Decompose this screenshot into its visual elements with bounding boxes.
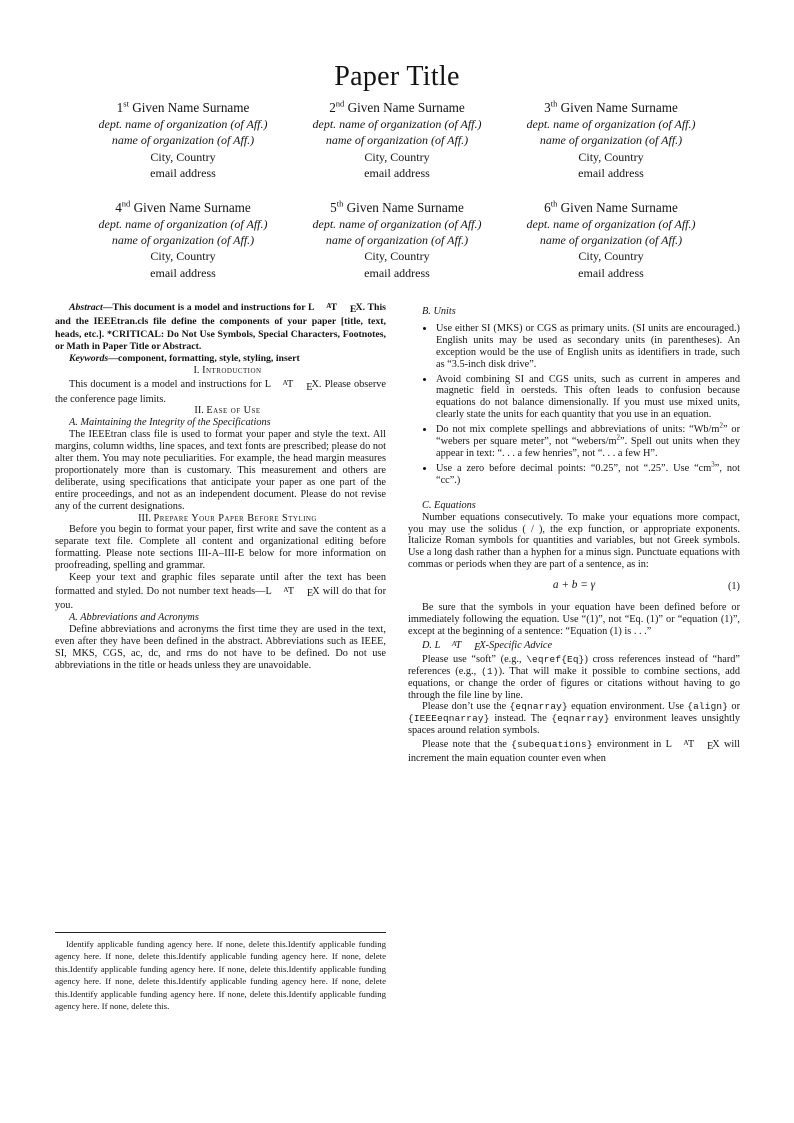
subsection-heading-abbreviations: A. Abbreviations and Acronyms: [69, 612, 199, 624]
author-block-6: [504, 199, 718, 282]
abstract: [55, 300, 386, 353]
units-bullet-3: • Do not mix complete spellings and abbreviations of units: “$Wb/m^2$” or “webers per square meter”, not “$webers/m^2$”. Spell out units when they appear in text: “. . . a few henries”, not “. . . a few H”.: [435, 424, 740, 460]
author-dept: dept. name of organization (of Aff.): [526, 117, 696, 131]
equation-body: a + b = γ: [552, 579, 596, 592]
latex-logo: L AT EX: [264, 378, 319, 393]
keywords: [55, 353, 386, 365]
latex-logo: L AT EX: [434, 638, 486, 653]
author-email: email address: [364, 265, 430, 280]
abstract-text: —This document is a model and instructions for L AT EX. This and the IEEEtran.cls file define the components of your paper [title, text, heads, etc.]. *CRITICAL: Do Not Use Symbols, Special Characters, Footnotes, or Math in Paper Title or Abstract.: [55, 301, 386, 352]
author-location: City, Country: [150, 249, 216, 264]
latex-advice-paragraph-1: Please use “soft” (e.g., \eqref{Eq}) cross references instead of “hard” references (e.g., (1)). That will make it possible to combine sections, add equations, or change the order of figures or citations without having to go through the file line by line.: [408, 653, 740, 701]
author-email: email address: [578, 265, 644, 280]
author-org: name of organization (of Aff.): [539, 133, 683, 148]
left-column: [55, 300, 386, 672]
prepare-paragraph-2: Keep your text and graphic files separate until after the text has been formatted and styled. Do not number text heads—L AT EX will do that for you.: [55, 572, 386, 612]
latex-logo: L AT EX: [308, 301, 363, 315]
author-block-5: [290, 199, 504, 282]
author-block-3: [504, 99, 718, 182]
latex-advice-paragraph-3: Please note that the {subequations} environment in L AT EX will increment the main equation counter even when: [408, 738, 741, 765]
author-location: City, Country: [364, 149, 430, 164]
equation-1: [408, 580, 740, 592]
subsection-heading-units: B. Units: [422, 306, 456, 317]
author-org: name of organization (of Aff.): [325, 133, 469, 148]
latex-advice-paragraph-2: Please don’t use the {eqnarray} equation environment. Use {align} or {IEEEeqnarray} instead. The {eqnarray} environment leaves unsightly spaces around relation symbols.: [408, 701, 740, 737]
author-location: City, Country: [150, 149, 216, 164]
author-block-4: [76, 199, 290, 282]
author-org: name of organization (of Aff.): [111, 133, 255, 148]
equations-paragraph-1: Number equations consecutively. To make your equations more compact, you may use the solidus ( / ), the exp function, or appropriate exponents. Italicize Roman symbols for quantities and variables, but not Greek symbols. Use a long dash rather than a hyphen for a minus sign. Punctuate equations with commas or periods when they are part of a sentence, as in:: [408, 511, 740, 571]
author-block-2: [290, 99, 504, 182]
author-org: name of organization (of Aff.): [111, 233, 255, 248]
integrity-paragraph: The IEEEtran class file is used to format your paper and style the text. All margins, column widths, line spaces, and text fonts are prescribed; please do not alter them. You may note peculiarities. For example, the head margin measures proportionately more than is customary. This measurement and others are deliberate, using specifications that anticipate your paper as one part of the entire proceedings, and not as an independent document. Please do not revise any of the current designations.: [55, 429, 386, 512]
subsection-heading-integrity: A. Maintaining the Integrity of the Specifications: [69, 417, 271, 429]
author-dept: dept. name of organization (of Aff.): [98, 117, 268, 131]
author-name: 2nd Given Name Surname: [329, 98, 465, 115]
author-email: email address: [364, 166, 430, 181]
latex-logo: L AT EX: [665, 738, 720, 753]
paper-title: Paper Title: [334, 60, 460, 92]
author-email: email address: [150, 166, 216, 181]
author-name: 5th Given Name Surname: [330, 198, 464, 215]
author-blocks: [76, 99, 718, 281]
funding-footnote-text: Identify applicable funding agency here. If none, delete this.Identify applicable funding agency here. If none, delete this.Identify applicable funding agency here. If none, delete this.Identify applicable funding agency here. If none, delete this.Identify applicable funding agency here. If none, delete this.Identify applicable funding agency here. If none, delete this.Identify applicable funding agency here. If none, delete this.Identify applicable funding agency here. If none, delete this.: [55, 939, 386, 1012]
author-org: name of organization (of Aff.): [539, 233, 683, 248]
author-dept: dept. name of organization (of Aff.): [312, 216, 482, 231]
abstract-label: Abstract: [69, 301, 103, 313]
author-email: email address: [578, 166, 644, 181]
author-name: 1st Given Name Surname: [116, 98, 250, 115]
funding-footnote: [55, 932, 386, 1012]
author-email: email address: [150, 265, 216, 280]
intro-paragraph: This document is a model and instructions for L AT EX. Please observe the conference page limits.: [55, 378, 386, 405]
right-column: [408, 300, 740, 765]
author-dept: dept. name of organization (of Aff.): [98, 216, 268, 231]
subsection-heading-latex-advice: D. L AT EX-Specific Advice: [422, 638, 553, 653]
section-heading-prepare: III. Prepare Your Paper Before Styling: [138, 512, 317, 524]
author-row-2: [76, 199, 718, 282]
author-location: City, Country: [578, 249, 644, 264]
author-row-1: [76, 99, 718, 182]
author-location: City, Country: [578, 149, 644, 164]
author-name: 4nd Given Name Surname: [115, 198, 251, 215]
author-dept: dept. name of organization (of Aff.): [312, 117, 482, 131]
author-name: 6th Given Name Surname: [544, 198, 678, 215]
latex-logo: L AT EX: [265, 585, 320, 600]
units-bullet-2: • Avoid combining SI and CGS units, such as current in amperes and magnetic field in oersteds. This often leads to confusion because equations do not balance dimensionally. If you must use mixed units, clearly state the units for each quantity that you use in an equation.: [435, 374, 740, 422]
subsection-heading-equations: C. Equations: [422, 499, 476, 511]
section-heading-ease-of-use: II. Ease of Use: [194, 405, 261, 417]
author-location: City, Country: [364, 249, 430, 264]
section-heading-introduction: I. Introduction: [193, 365, 262, 377]
units-bullet-1: • Use either SI (MKS) or CGS as primary units. (SI units are encouraged.) English units may be used as secondary units (in parentheses). An exception would be the use of English units as identifiers in trade, such as “3.5-inch disk drive”.: [435, 323, 740, 371]
units-bullet-4: • Use a zero before decimal points: “0.25”, not “.25”. Use “$cm^3$”, not “cc”.): [435, 463, 740, 487]
author-org: name of organization (of Aff.): [325, 233, 469, 248]
keywords-label: Keywords: [69, 353, 109, 365]
prepare-paragraph-1: Before you begin to format your paper, first write and save the content as a separate text file. Complete all content and organizational editing before formatting. Please note sections III-A–III-E below for more information on proofreading, spelling and grammar.: [55, 524, 386, 572]
abbreviations-paragraph: Define abbreviations and acronyms the first time they are used in the text, even after they have been defined in the abstract. Abbreviations such as IEEE, SI, MKS, CGS, ac, dc, and rms do not have to be defined. Do not use abbreviations in the title or heads unless they are unavoidable.: [55, 623, 386, 671]
author-block-1: [76, 99, 290, 182]
author-dept: dept. name of organization (of Aff.): [526, 216, 696, 231]
author-name: 3th Given Name Surname: [544, 98, 678, 115]
equation-number: (1): [727, 581, 740, 593]
equations-paragraph-2: Be sure that the symbols in your equation have been defined before or immediately following the equation. Use “(1)”, not “Eq. (1)” or “equation (1)”, except at the beginning of a sentence: “Equation (1) is . . .”: [408, 602, 740, 637]
keywords-text: —component, formatting, style, styling, insert: [108, 353, 300, 365]
units-bullet-list: [408, 323, 740, 487]
